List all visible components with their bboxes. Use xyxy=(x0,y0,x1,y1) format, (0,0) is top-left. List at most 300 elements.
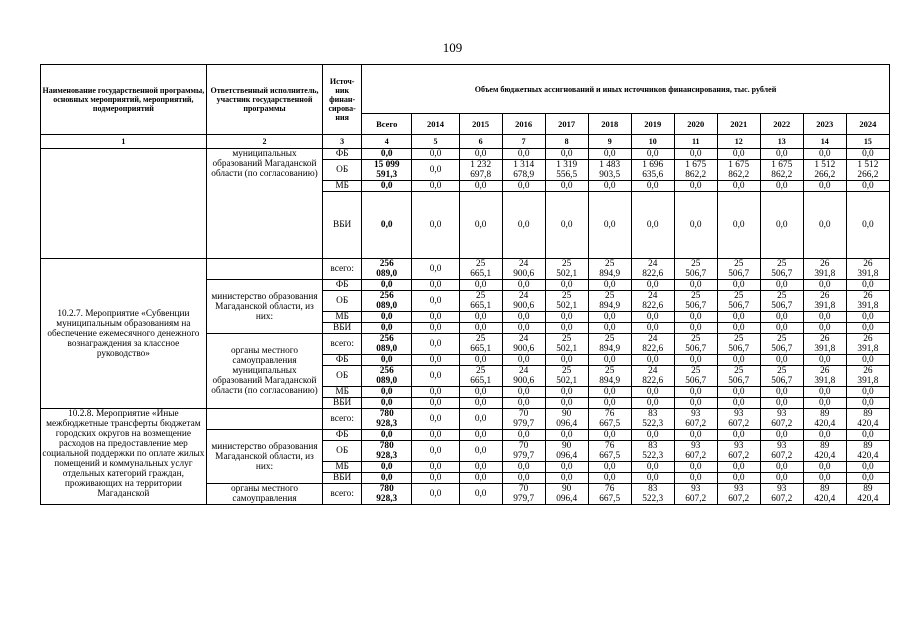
year-value: 0,0 xyxy=(803,312,846,323)
year-value: 90 096,4 xyxy=(545,409,588,430)
header-col-number: 3 xyxy=(323,135,362,149)
header-year: 2016 xyxy=(502,114,545,135)
total-value: 0,0 xyxy=(362,280,412,291)
header-col-number: 10 xyxy=(631,135,674,149)
year-value: 0,0 xyxy=(717,430,760,441)
header-col-number: 7 xyxy=(502,135,545,149)
total-value: 256 089,0 xyxy=(362,366,412,387)
executor-name: муниципальных образований Магаданской области (по согласованию) xyxy=(206,149,322,259)
year-value: 0,0 xyxy=(803,149,846,160)
year-value: 26 391,8 xyxy=(803,291,846,312)
total-value: 0,0 xyxy=(362,398,412,409)
header-year: 2024 xyxy=(846,114,889,135)
year-value: 0,0 xyxy=(412,484,459,505)
year-value: 0,0 xyxy=(674,462,717,473)
header-year: 2021 xyxy=(717,114,760,135)
year-value: 26 391,8 xyxy=(803,334,846,355)
year-value: 0,0 xyxy=(803,462,846,473)
year-value: 0,0 xyxy=(760,181,803,192)
year-value: 26 391,8 xyxy=(846,366,889,387)
header-total: Всего xyxy=(362,114,412,135)
year-value: 0,0 xyxy=(412,409,459,430)
funding-source: МБ xyxy=(323,387,362,398)
year-value: 1 483 903,5 xyxy=(588,160,631,181)
funding-source: ОБ xyxy=(323,366,362,387)
year-value: 0,0 xyxy=(588,430,631,441)
header-name: Наименование государственной программы, основных мероприятий, мероприятий, подмероприятий xyxy=(41,65,207,135)
year-value: 0,0 xyxy=(588,181,631,192)
funding-source: МБ xyxy=(323,462,362,473)
year-value: 0,0 xyxy=(846,192,889,259)
year-value: 83 522,3 xyxy=(631,409,674,430)
year-value: 26 391,8 xyxy=(803,366,846,387)
year-value: 0,0 xyxy=(545,181,588,192)
year-value: 0,0 xyxy=(760,398,803,409)
header-year: 2017 xyxy=(545,114,588,135)
year-value: 0,0 xyxy=(846,181,889,192)
total-value: 0,0 xyxy=(362,462,412,473)
year-value: 90 096,4 xyxy=(545,441,588,462)
year-value: 25 502,1 xyxy=(545,259,588,280)
year-value: 0,0 xyxy=(803,181,846,192)
total-value: 0,0 xyxy=(362,181,412,192)
year-value: 0,0 xyxy=(412,334,459,355)
year-value: 0,0 xyxy=(545,280,588,291)
year-value: 25 506,7 xyxy=(760,259,803,280)
year-value: 0,0 xyxy=(502,462,545,473)
year-value: 0,0 xyxy=(631,312,674,323)
year-value: 0,0 xyxy=(631,355,674,366)
year-value: 0,0 xyxy=(459,398,502,409)
table-row xyxy=(41,149,890,160)
year-value: 0,0 xyxy=(412,181,459,192)
year-value: 0,0 xyxy=(545,149,588,160)
funding-source: ОБ xyxy=(323,441,362,462)
year-value: 0,0 xyxy=(717,312,760,323)
year-value: 0,0 xyxy=(674,387,717,398)
year-value: 0,0 xyxy=(846,280,889,291)
year-value: 0,0 xyxy=(502,323,545,334)
total-value: 0,0 xyxy=(362,355,412,366)
year-value: 1 675 862,2 xyxy=(717,160,760,181)
year-value: 0,0 xyxy=(760,323,803,334)
year-value: 0,0 xyxy=(502,280,545,291)
year-value: 83 522,3 xyxy=(631,441,674,462)
year-value: 25 894,9 xyxy=(588,259,631,280)
year-value: 0,0 xyxy=(846,312,889,323)
year-value: 0,0 xyxy=(412,149,459,160)
year-value: 0,0 xyxy=(846,462,889,473)
year-value: 0,0 xyxy=(412,355,459,366)
year-value: 25 506,7 xyxy=(760,334,803,355)
total-value: 256 089,0 xyxy=(362,334,412,355)
year-value: 25 506,7 xyxy=(760,366,803,387)
funding-source: ОБ xyxy=(323,160,362,181)
year-value: 25 506,7 xyxy=(674,366,717,387)
header-col-number: 12 xyxy=(717,135,760,149)
year-value: 0,0 xyxy=(846,355,889,366)
funding-source: всего: xyxy=(323,259,362,280)
total-value: 780 928,3 xyxy=(362,409,412,430)
funding-source: ВБИ xyxy=(323,323,362,334)
year-value: 25 894,9 xyxy=(588,366,631,387)
header-year: 2015 xyxy=(459,114,502,135)
year-value: 0,0 xyxy=(846,473,889,484)
year-value: 0,0 xyxy=(459,387,502,398)
year-value: 25 506,7 xyxy=(674,259,717,280)
year-value: 93 607,2 xyxy=(717,409,760,430)
year-value: 25 502,1 xyxy=(545,291,588,312)
year-value: 0,0 xyxy=(588,192,631,259)
header-volume: Объем бюджетных ассигнований и иных источников финансирования, тыс. рублей xyxy=(362,65,890,114)
year-value: 0,0 xyxy=(588,149,631,160)
total-value: 0,0 xyxy=(362,430,412,441)
year-value: 1 696 635,6 xyxy=(631,160,674,181)
total-value: 780 928,3 xyxy=(362,484,412,505)
funding-source: ОБ xyxy=(323,291,362,312)
funding-source: ВБИ xyxy=(323,192,362,259)
header-col-number: 14 xyxy=(803,135,846,149)
total-value: 256 089,0 xyxy=(362,291,412,312)
header-col-number: 15 xyxy=(846,135,889,149)
year-value: 1 675 862,2 xyxy=(674,160,717,181)
year-value: 0,0 xyxy=(760,280,803,291)
year-value: 24 900,6 xyxy=(502,291,545,312)
year-value: 25 506,7 xyxy=(717,291,760,312)
year-value: 90 096,4 xyxy=(545,484,588,505)
year-value: 89 420,4 xyxy=(803,409,846,430)
year-value: 0,0 xyxy=(760,149,803,160)
year-value: 1 512 266,2 xyxy=(846,160,889,181)
year-value: 0,0 xyxy=(502,312,545,323)
year-value: 0,0 xyxy=(760,355,803,366)
year-value: 0,0 xyxy=(674,323,717,334)
header-year: 2018 xyxy=(588,114,631,135)
year-value: 0,0 xyxy=(459,149,502,160)
funding-source: ФБ xyxy=(323,355,362,366)
year-value: 0,0 xyxy=(588,398,631,409)
year-value: 0,0 xyxy=(674,149,717,160)
year-value: 0,0 xyxy=(717,462,760,473)
year-value: 0,0 xyxy=(717,473,760,484)
header-col-number: 9 xyxy=(588,135,631,149)
year-value: 89 420,4 xyxy=(846,409,889,430)
year-value: 0,0 xyxy=(803,192,846,259)
total-value: 0,0 xyxy=(362,323,412,334)
table-row xyxy=(41,259,890,280)
year-value: 0,0 xyxy=(674,473,717,484)
year-value: 0,0 xyxy=(846,398,889,409)
year-value: 0,0 xyxy=(412,259,459,280)
total-value: 0,0 xyxy=(362,312,412,323)
total-value: 780 928,3 xyxy=(362,441,412,462)
year-value: 0,0 xyxy=(412,462,459,473)
header-year: 2020 xyxy=(674,114,717,135)
year-value: 0,0 xyxy=(459,441,502,462)
year-value: 0,0 xyxy=(803,387,846,398)
year-value: 0,0 xyxy=(674,192,717,259)
year-value: 0,0 xyxy=(674,430,717,441)
funding-source: ФБ xyxy=(323,280,362,291)
year-value: 25 665,1 xyxy=(459,259,502,280)
year-value: 0,0 xyxy=(412,192,459,259)
executor-name xyxy=(206,259,322,280)
year-value: 0,0 xyxy=(674,280,717,291)
year-value: 1 675 862,2 xyxy=(760,160,803,181)
year-value: 0,0 xyxy=(502,192,545,259)
year-value: 0,0 xyxy=(588,473,631,484)
year-value: 0,0 xyxy=(717,387,760,398)
year-value: 0,0 xyxy=(545,398,588,409)
year-value: 93 607,2 xyxy=(760,409,803,430)
year-value: 0,0 xyxy=(631,473,674,484)
year-value: 0,0 xyxy=(717,280,760,291)
budget-table xyxy=(40,64,890,505)
year-value: 25 665,1 xyxy=(459,334,502,355)
year-value: 83 522,3 xyxy=(631,484,674,505)
year-value: 0,0 xyxy=(545,355,588,366)
year-value: 0,0 xyxy=(674,398,717,409)
header-col-number: 5 xyxy=(412,135,459,149)
year-value: 93 607,2 xyxy=(760,484,803,505)
year-value: 1 314 678,9 xyxy=(502,160,545,181)
year-value: 0,0 xyxy=(846,323,889,334)
year-value: 93 607,2 xyxy=(674,409,717,430)
year-value: 25 506,7 xyxy=(717,259,760,280)
year-value: 76 667,5 xyxy=(588,409,631,430)
year-value: 0,0 xyxy=(545,462,588,473)
total-value: 15 099 591,3 xyxy=(362,160,412,181)
executor-name: органы местного самоуправления xyxy=(206,484,322,505)
year-value: 0,0 xyxy=(459,312,502,323)
year-value: 89 420,4 xyxy=(846,441,889,462)
year-value: 0,0 xyxy=(631,280,674,291)
year-value: 0,0 xyxy=(674,312,717,323)
year-value: 0,0 xyxy=(588,462,631,473)
year-value: 25 502,1 xyxy=(545,334,588,355)
year-value: 0,0 xyxy=(717,181,760,192)
year-value: 0,0 xyxy=(631,149,674,160)
year-value: 0,0 xyxy=(588,387,631,398)
year-value: 0,0 xyxy=(631,462,674,473)
total-value: 256 089,0 xyxy=(362,259,412,280)
year-value: 93 607,2 xyxy=(674,484,717,505)
year-value: 0,0 xyxy=(717,149,760,160)
year-value: 0,0 xyxy=(502,398,545,409)
year-value: 0,0 xyxy=(717,323,760,334)
year-value: 0,0 xyxy=(717,355,760,366)
year-value: 93 607,2 xyxy=(717,441,760,462)
year-value: 0,0 xyxy=(459,473,502,484)
year-value: 25 502,1 xyxy=(545,366,588,387)
year-value: 0,0 xyxy=(412,387,459,398)
year-value: 25 894,9 xyxy=(588,334,631,355)
year-value: 0,0 xyxy=(459,192,502,259)
year-value: 0,0 xyxy=(588,280,631,291)
activity-name: 10.2.7. Мероприятие «Субвенции муниципальным образованиям на обеспечение ежемесячного денежного вознаграждения за классное руководство» xyxy=(41,259,207,409)
funding-source: всего: xyxy=(323,484,362,505)
year-value: 0,0 xyxy=(412,291,459,312)
year-value: 0,0 xyxy=(760,312,803,323)
total-value: 0,0 xyxy=(362,387,412,398)
year-value: 24 822,6 xyxy=(631,259,674,280)
year-value: 0,0 xyxy=(846,149,889,160)
year-value: 0,0 xyxy=(545,192,588,259)
year-value: 0,0 xyxy=(459,323,502,334)
year-value: 0,0 xyxy=(846,430,889,441)
year-value: 0,0 xyxy=(412,280,459,291)
year-value: 24 822,6 xyxy=(631,366,674,387)
year-value: 24 822,6 xyxy=(631,334,674,355)
year-value: 0,0 xyxy=(631,398,674,409)
activity-name xyxy=(41,149,207,259)
year-value: 0,0 xyxy=(502,181,545,192)
year-value: 0,0 xyxy=(803,280,846,291)
year-value: 0,0 xyxy=(459,430,502,441)
year-value: 0,0 xyxy=(545,387,588,398)
year-value: 0,0 xyxy=(459,462,502,473)
header-col-number: 6 xyxy=(459,135,502,149)
year-value: 93 607,2 xyxy=(674,441,717,462)
year-value: 0,0 xyxy=(545,312,588,323)
year-value: 0,0 xyxy=(760,430,803,441)
year-value: 26 391,8 xyxy=(846,291,889,312)
header-year: 2023 xyxy=(803,114,846,135)
year-value: 0,0 xyxy=(674,355,717,366)
year-value: 70 979,7 xyxy=(502,409,545,430)
year-value: 0,0 xyxy=(545,473,588,484)
header-col-number: 4 xyxy=(362,135,412,149)
year-value: 0,0 xyxy=(502,430,545,441)
year-value: 0,0 xyxy=(545,430,588,441)
year-value: 0,0 xyxy=(545,323,588,334)
year-value: 89 420,4 xyxy=(803,441,846,462)
year-value: 1 232 697,8 xyxy=(459,160,502,181)
table-row xyxy=(41,409,890,430)
year-value: 0,0 xyxy=(760,387,803,398)
year-value: 70 979,7 xyxy=(502,484,545,505)
year-value: 0,0 xyxy=(760,462,803,473)
year-value: 25 506,7 xyxy=(760,291,803,312)
year-value: 76 667,5 xyxy=(588,441,631,462)
year-value: 0,0 xyxy=(631,323,674,334)
funding-source: МБ xyxy=(323,181,362,192)
year-value: 24 900,6 xyxy=(502,259,545,280)
year-value: 25 506,7 xyxy=(717,366,760,387)
year-value: 0,0 xyxy=(459,484,502,505)
year-value: 0,0 xyxy=(803,473,846,484)
year-value: 0,0 xyxy=(412,398,459,409)
year-value: 1 319 556,5 xyxy=(545,160,588,181)
executor-name: министерство образования Магаданской области, из них: xyxy=(206,430,322,484)
year-value: 0,0 xyxy=(588,312,631,323)
executor-name: органы местного самоуправления муниципальных образований Магаданской области (по согласованию) xyxy=(206,334,322,409)
year-value: 0,0 xyxy=(717,398,760,409)
header-col-number: 1 xyxy=(41,135,207,149)
year-value: 0,0 xyxy=(459,280,502,291)
year-value: 0,0 xyxy=(631,387,674,398)
year-value: 25 665,1 xyxy=(459,291,502,312)
funding-source: ФБ xyxy=(323,149,362,160)
header-source: Источ-ник финан-сирова-ния xyxy=(323,65,362,135)
year-value: 1 512 266,2 xyxy=(803,160,846,181)
total-value: 0,0 xyxy=(362,149,412,160)
header-col-number: 11 xyxy=(674,135,717,149)
year-value: 25 506,7 xyxy=(717,334,760,355)
year-value: 26 391,8 xyxy=(846,259,889,280)
total-value: 0,0 xyxy=(362,192,412,259)
year-value: 25 665,1 xyxy=(459,366,502,387)
header-executor: Ответственный исполнитель, участник государственной программы xyxy=(206,65,322,135)
header-col-number: 2 xyxy=(206,135,322,149)
total-value: 0,0 xyxy=(362,473,412,484)
year-value: 0,0 xyxy=(803,355,846,366)
year-value: 0,0 xyxy=(803,398,846,409)
year-value: 0,0 xyxy=(760,473,803,484)
year-value: 0,0 xyxy=(846,387,889,398)
year-value: 0,0 xyxy=(502,473,545,484)
year-value: 24 900,6 xyxy=(502,366,545,387)
year-value: 0,0 xyxy=(459,181,502,192)
year-value: 0,0 xyxy=(412,441,459,462)
header-year: 2022 xyxy=(760,114,803,135)
executor-name xyxy=(206,409,322,430)
year-value: 70 979,7 xyxy=(502,441,545,462)
year-value: 89 420,4 xyxy=(803,484,846,505)
year-value: 0,0 xyxy=(803,323,846,334)
year-value: 0,0 xyxy=(412,160,459,181)
year-value: 0,0 xyxy=(502,387,545,398)
year-value: 0,0 xyxy=(717,192,760,259)
year-value: 0,0 xyxy=(588,355,631,366)
year-value: 93 607,2 xyxy=(717,484,760,505)
year-value: 0,0 xyxy=(631,192,674,259)
year-value: 26 391,8 xyxy=(846,334,889,355)
year-value: 25 506,7 xyxy=(674,334,717,355)
year-value: 0,0 xyxy=(803,430,846,441)
header-col-number: 8 xyxy=(545,135,588,149)
year-value: 0,0 xyxy=(631,181,674,192)
year-value: 25 506,7 xyxy=(674,291,717,312)
funding-source: всего: xyxy=(323,409,362,430)
activity-name: 10.2.8. Мероприятие «Иные межбюджетные трансферты бюджетам городских округов на возмещение расходов на предоставление мер социальной поддержки по оплате жилых помещений и коммунальных услуг отдельных категорий граждан, проживающих на территории Магаданской xyxy=(41,409,207,505)
header-col-number: 13 xyxy=(760,135,803,149)
year-value: 24 822,6 xyxy=(631,291,674,312)
year-value: 0,0 xyxy=(760,192,803,259)
year-value: 0,0 xyxy=(412,323,459,334)
year-value: 93 607,2 xyxy=(760,441,803,462)
year-value: 24 900,6 xyxy=(502,334,545,355)
year-value: 0,0 xyxy=(502,355,545,366)
header-year: 2019 xyxy=(631,114,674,135)
year-value: 0,0 xyxy=(674,181,717,192)
executor-name: министерство образования Магаданской области, из них: xyxy=(206,280,322,334)
funding-source: ФБ xyxy=(323,430,362,441)
header-year: 2014 xyxy=(412,114,459,135)
funding-source: МБ xyxy=(323,312,362,323)
year-value: 89 420,4 xyxy=(846,484,889,505)
year-value: 0,0 xyxy=(459,355,502,366)
year-value: 0,0 xyxy=(502,149,545,160)
year-value: 25 894,9 xyxy=(588,291,631,312)
year-value: 0,0 xyxy=(631,430,674,441)
year-value: 76 667,5 xyxy=(588,484,631,505)
funding-source: всего: xyxy=(323,334,362,355)
year-value: 26 391,8 xyxy=(803,259,846,280)
funding-source: ВБИ xyxy=(323,473,362,484)
year-value: 0,0 xyxy=(588,323,631,334)
year-value: 0,0 xyxy=(412,312,459,323)
